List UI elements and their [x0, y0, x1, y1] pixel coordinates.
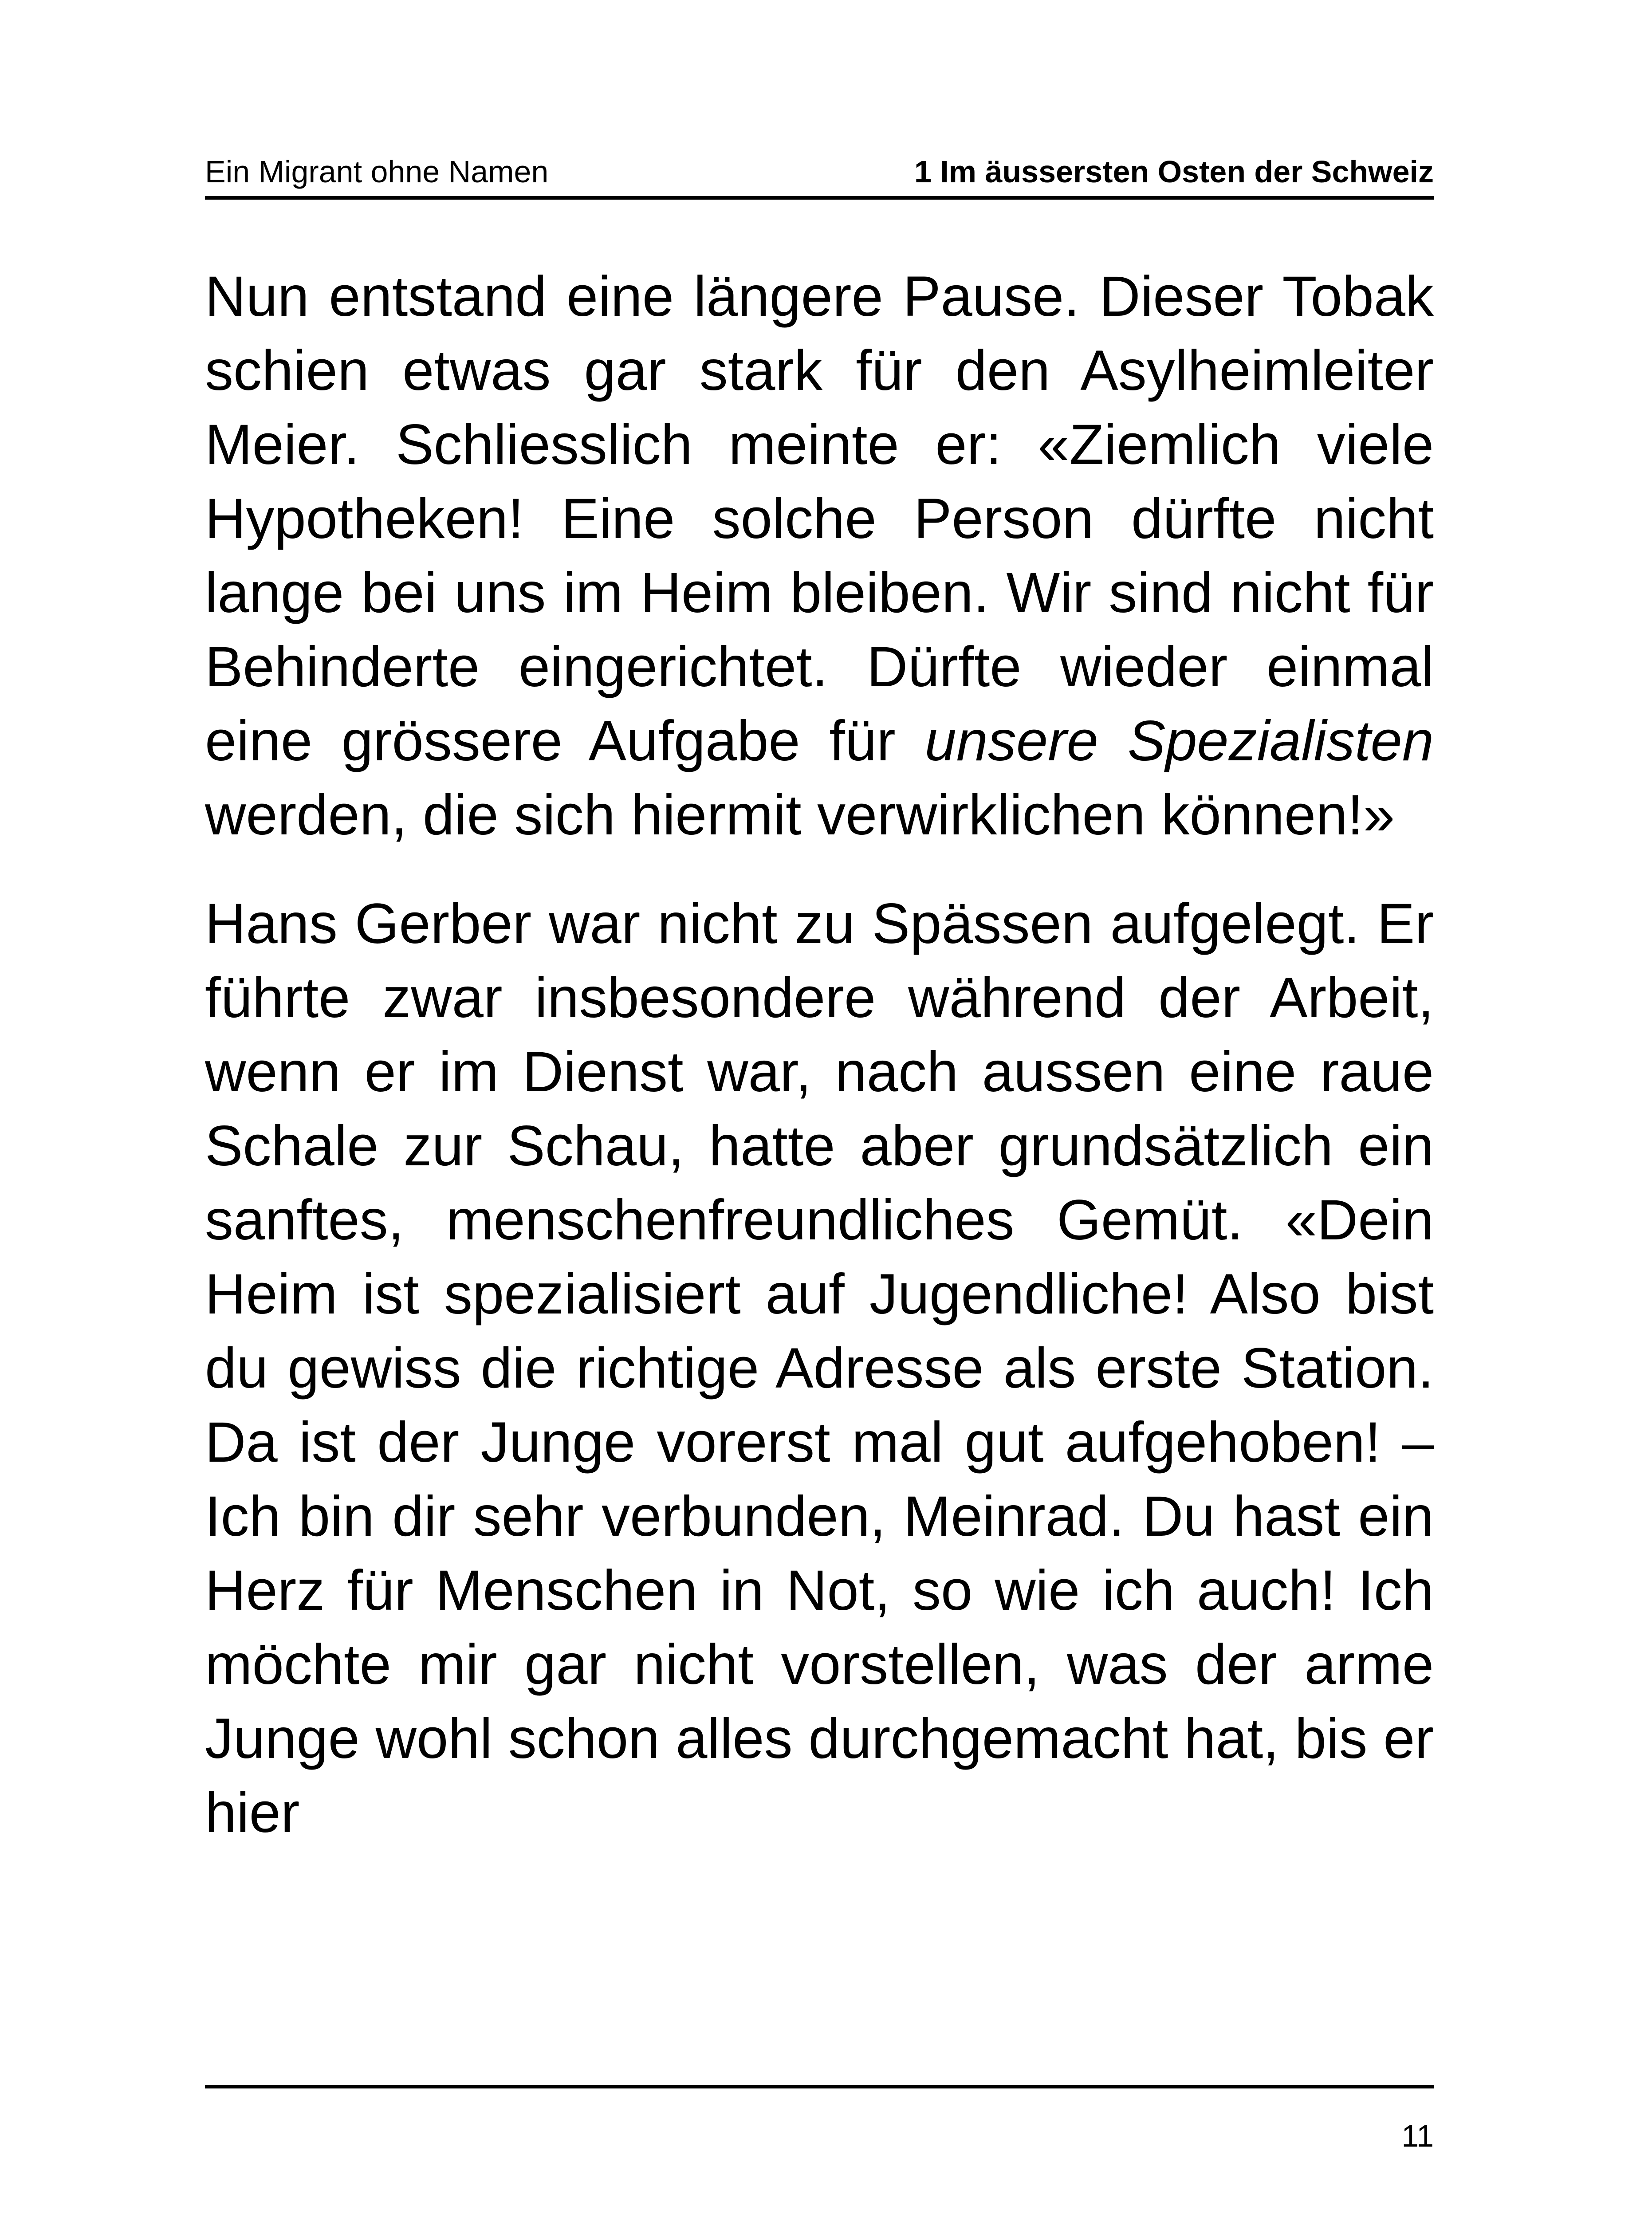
- paragraph-1: [205, 260, 1434, 852]
- book-page: [205, 0, 1434, 2218]
- footer-rule: [205, 2085, 1434, 2088]
- paragraph-2: Hans Gerber war nicht zu Spässen aufgelegt. Er führte zwar insbesondere während der Arbeit, wenn er im Dienst war, nach aussen eine raue Schale zur Schau, hatte aber grundsätzlich ein sanftes, menschenfreundliches Gemüt. «Dein Heim ist spezialisiert auf Jugendliche! Also bist du gewiss die richtige Adresse als erste Station. Da ist der Junge vorerst mal gut aufgehoben! – Ich bin dir sehr verbunden, Meinrad. Du hast ein Herz für Menschen in Not, so wie ich auch! Ich möchte mir gar nicht vorstellen, was der arme Junge wohl schon alles durchgemacht hat, bis er hier: [205, 892, 1434, 1844]
- chapter-title: 1 Im äussersten Osten der Schweiz: [914, 154, 1434, 189]
- page-number: 11: [1401, 2119, 1434, 2153]
- paragraph-1-italic-text: unsere Spezialisten: [924, 709, 1434, 773]
- book-title: Ein Migrant ohne Namen: [205, 154, 549, 189]
- paragraph-1-text-end: werden, die sich hiermit verwirklichen können!»: [205, 783, 1395, 847]
- running-header: [205, 151, 1434, 200]
- paragraph-1-text-start: Nun entstand eine längere Pause. Dieser Tobak schien etwas gar stark für den Asylheimleiter Meier. Schliesslich meinte er: «Ziemlich viele Hypotheken! Eine solche Person dürfte nicht lange bei uns im Heim bleiben. Wir sind nicht für Behinderte eingerichtet. Dürfte wieder einmal eine grössere Aufgabe für: [205, 265, 1434, 773]
- body-text: [205, 260, 1434, 1850]
